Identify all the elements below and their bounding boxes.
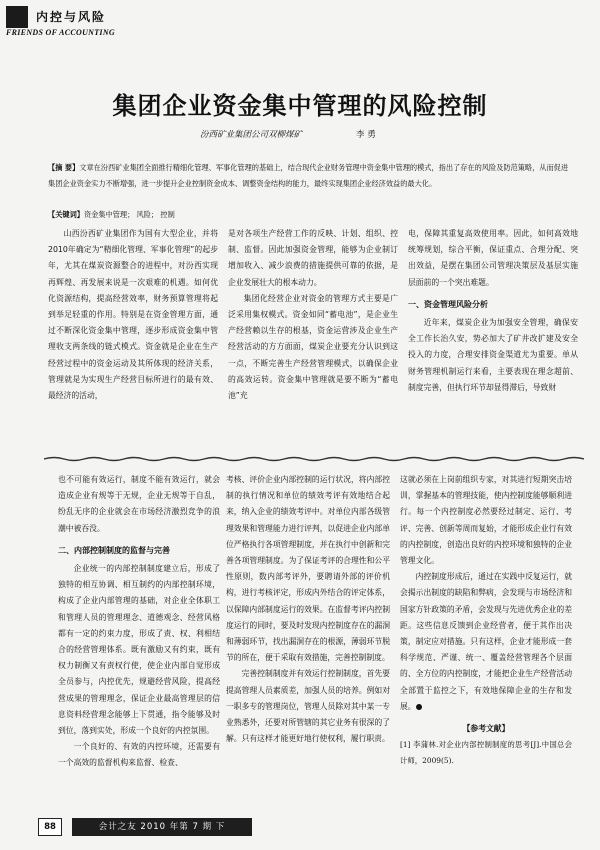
body-column-4 (58, 472, 220, 772)
body-column-3 (408, 226, 578, 396)
section-heading: 二、内部控制制度的监督与完善 (58, 545, 170, 555)
column-name-english: FRIENDS OF ACCOUNTING (6, 28, 115, 37)
author-name: 李 勇 (356, 130, 376, 140)
body-column-1 (48, 226, 218, 404)
article-title: 集团企业资金集中管理的风险控制 (112, 92, 488, 120)
paragraph: 近年来，煤炭企业为加强安全管理，确保安全工作长治久安，势必加大了矿井改扩建及安全投入的力度，合理安排资金渠道尤为重要。单从财务管理机制运行来看，主要表现在理念超前、制度完善，但执行环节却显得滞后，导致财 (408, 318, 578, 392)
paragraph: 集团化经营企业对资金的管理方式主要是广泛采用集权模式。资金如同“蓄电池”，是企业生产经营赖以生存的根基，资金运营涉及企业生产经营活动的方方面面，煤炭企业要充分认识到这一点，不断完善生产经营管理模式，以确保企业的高效运转。资金集中管理就是要不断为“蓄电池”充 (228, 293, 398, 401)
keywords-label: 【关键词】 (48, 210, 84, 219)
abstract-label: 【摘 要】 (48, 163, 80, 172)
paragraph: 内控制度形成后，通过在实践中反复运行，就会揭示出制度的缺陷和弊病，会发现与市场经济和国家方针政策的矛盾，会发现与先进优秀企业的差距。这些信息反馈到企业经营者，便于其作出决策，制定应对措施。只有这样，企业才能形成一套科学规范、严谨、统一、覆盖经营管理各个层面的、全方位的内控制度，才能把企业生产经营活动全部置于监控之下，有效地保障企业的生存和发展。● (400, 572, 572, 711)
paragraph: 这就必须在上岗前组织专家，对其进行短期突击培训，掌握基本的管理技能，使内控制度能够顺利进行。每一个内控制度必然要经过制定、运行、考评、完善、创新等周而复始，才能形成企业行有效的内控制度，创造出良好的内控环境和独特的企业管理文化。 (400, 475, 572, 566)
section-heading: 一、资金管理风险分析 (408, 299, 488, 309)
header-column-mark (6, 6, 28, 28)
paragraph: 电，保障其重复高效使用率。因此，如何高效地统筹规划，综合平衡，保证重点、合理分配、突出效益，是摆在集团公司管理决策层及基层实施层面前的一个突出难题。 (408, 229, 578, 287)
body-column-5 (226, 472, 390, 747)
abstract (48, 160, 572, 192)
paragraph: 也不可能有效运行，制度不能有效运行，就会造成企业有规等于无规，企业无规等于自乱，纷乱无序的企业就会在市场经济激烈竞争的浪潮中被吞没。 (58, 475, 220, 533)
abstract-text: 文章在汾西矿业集团全面推行精细化管理、军事化管理的基础上，结合现代企业财务管理中资金集中管理的模式，指出了存在的风险及防范策略，从而促进集团企业资金实力不断增强，进一步提升企业控制资金成本、调整资金结构的能力，最终实现集团企业经济效益的最大化。 (48, 163, 569, 188)
paragraph: 完善控制制度并有效运行控制制度，首先要提高管理人员素质差，加强人员的培养。例如对一职多专的管理岗位，管理人员除对其中某一专业熟悉外，还要对所管辖的其它业务有很深的了解。只有这样才能更好地行使权利，履行职责。 (226, 669, 390, 744)
page-footer (38, 818, 586, 836)
paragraph: 考核、评价企业内部控制的运行状况，将内部控制的执行情况和单位的绩效考评有效地结合起来，纳入企业的绩效考评中。对单位内部各级管理效果和管理能力进行评判，以促进企业内部单位严格执行各项管理制度，并在执行中创新和完善各项管理制度。为了保证考评的合理性和公平性原则，数内部考评外，要聘请外部的评价机构，进行考核评定，形成内外结合的评定体系，以保障内部制度运行的效果。在监督考评内控制度运行的同时，要及时发现内控制度存在的漏洞和薄弱环节，找出漏洞存在的根源，薄弱环节脱节的所在，便于采取有效措施，完善控制制度。 (226, 475, 390, 663)
references-heading: 【参考文献】 (462, 724, 510, 734)
journal-issue: 会计之友 2010 年第 7 期 下 (72, 818, 252, 836)
page-number: 88 (38, 818, 62, 836)
keywords-text: 资金集中管理； 风险； 控制 (83, 210, 175, 219)
paragraph: 是对各项生产经营工作的反映、计划、组织、控制、监督。因此加强资金管理，能够为企业制订增加收入、减少浪费的措施提供可靠的依据，是企业发展壮大的根本动力。 (228, 229, 398, 287)
paragraph: 企业统一的内部控制制度建立后，形成了独特的相互协调、相互制约的内部控制环境，构成了企业内部管理的基础，对企业全体职工和管理人员的管理理念、道德观念、经营风格都有一定的约束力度，形成了责、权、利相结合的经营管理体系。既有激励又有约束，既有权力制衡又有责权行使，使企业内部自觉形成全员参与，内控优先，规避经营风险，提高经营成果的管理理念，保证企业最高管理层的信息资料经营理念能够上下贯通，指令能够及时到位，落到实处，形成一个良好的内控氛围。 (58, 564, 220, 736)
body-column-6 (400, 472, 572, 770)
paragraph: 一个良好的、有效的内控环境，还需要有一个高效的监督机构来监督、检查、 (58, 742, 220, 768)
reference-item: [1] 李蒲林.对企业内部控制制度的思考[J].中国总会计师，2009(5). (400, 740, 572, 766)
paragraph: 山西汾西矿业集团作为国有大型企业，并将2010年确定为“精细化管理、军事化管理”的起步年，尤其在煤炭资源整合的进程中，对汾西实现再辉煌、再发展来说是一次艰难的机遇。如何优化资源结构，提高经营效率，财务预算管理将起到举足轻重的作用。特别是在资金管理方面，通过不断深化资金集中管理，逐步形成资金集中管理收支两条线的链式模式。资金就是企业在生产经营过程中的资金运动及其所体现的经济关系，管理就是为实现生产经营目标所进行的最有效、最经济的活动， (48, 229, 218, 401)
author-organization: 汾西矿业集团公司双柳煤矿 (200, 130, 303, 140)
column-name: 内控与风险 (36, 10, 107, 24)
page-break-divider (44, 456, 584, 462)
keywords (48, 210, 572, 220)
body-column-2 (228, 226, 398, 404)
